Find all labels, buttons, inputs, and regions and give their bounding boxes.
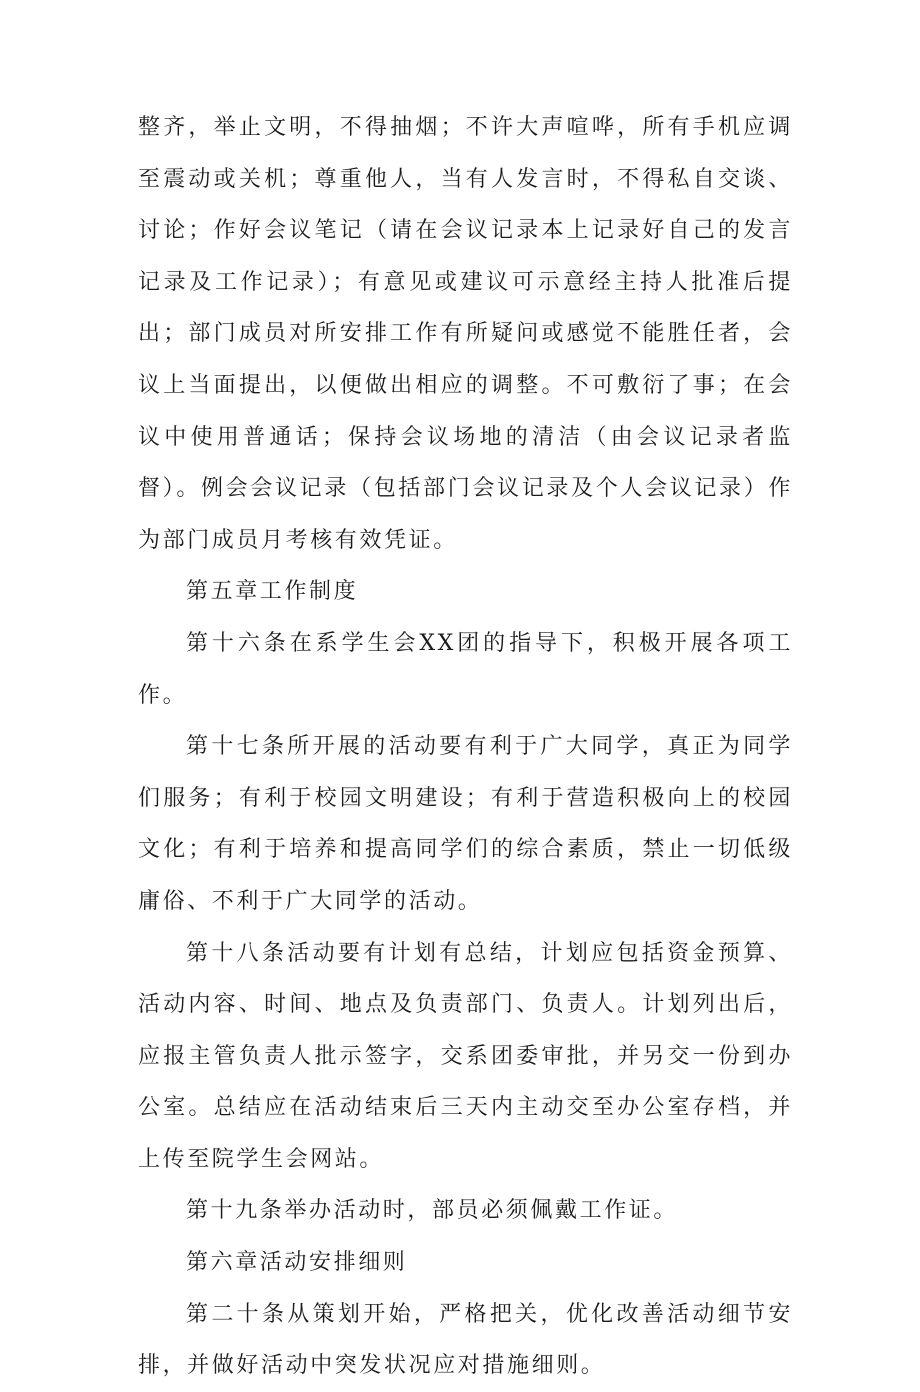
chapter-heading-activity-arrangement: 第六章活动安排细则 [186, 1250, 408, 1276]
document-body [138, 102, 793, 1392]
article-18: 第十八条活动要有计划有总结，计划应包括资金预算、活动内容、时间、地点及负责部门、负责人。计划列出后，应报主管负责人批示签字，交系团委审批，并另交一份到办公室。总结应在活动结束后三天内主动交至办公室存档，并上传至院学生会网站。 [138, 940, 793, 1172]
paragraph-meeting-rules: 整齐，举止文明，不得抽烟；不许大声喧哗，所有手机应调至震动或关机；尊重他人，当有人发言时，不得私自交谈、讨论；作好会议笔记（请在会议记录本上记录好自己的发言记录及工作记录）；有意见或建议可示意经主持人批准后提出；部门成员对所安排工作有所疑问或感觉不能胜任者，会议上当面提出，以便做出相应的调整。不可敷衍了事；在会议中使用普通话；保持会议场地的清洁（由会议记录者监督）。例会会议记录（包括部门会议记录及个人会议记录）作为部门成员月考核有效凭证。 [138, 115, 793, 553]
chapter-heading-work-system: 第五章工作制度 [186, 579, 359, 605]
article-19: 第十九条举办活动时，部员必须佩戴工作证。 [186, 1198, 679, 1224]
article-17: 第十七条所开展的活动要有利于广大同学，真正为同学们服务；有利于校园文明建设；有利于营造积极向上的校园文化；有利于培养和提高同学们的综合素质，禁止一切低级庸俗、不利于广大同学的活动。 [138, 734, 793, 914]
article-20: 第二十条从策划开始，严格把关，优化改善活动细节安排，并做好活动中突发状况应对措施细则。 [138, 1301, 793, 1379]
article-16: 第十六条在系学生会XX团的指导下，积极开展各项工作。 [138, 630, 793, 708]
